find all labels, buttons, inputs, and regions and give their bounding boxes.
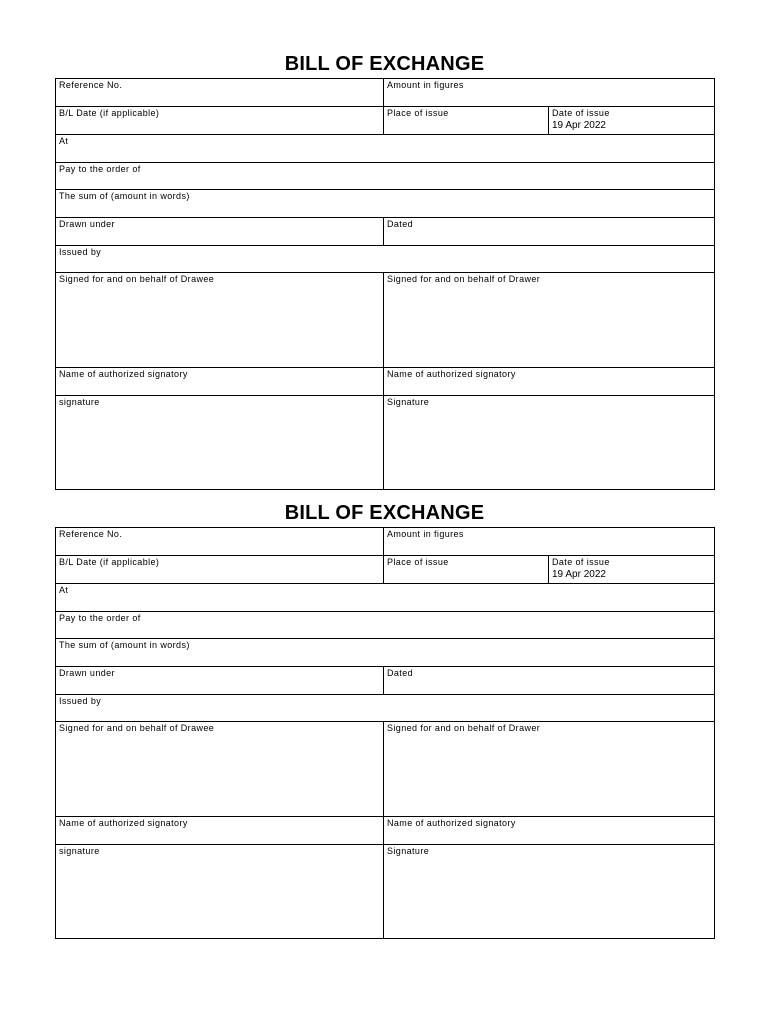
reference-label: Reference No. xyxy=(59,529,123,539)
pay-to-field[interactable] xyxy=(56,612,715,639)
drawer-signature-field[interactable] xyxy=(384,845,715,939)
date-of-issue-label: Date of issue xyxy=(552,557,610,567)
row-pay-to xyxy=(56,163,715,190)
sum-words-label: The sum of (amount in words) xyxy=(59,640,190,650)
row-authorized-name xyxy=(56,368,715,396)
drawee-signed-field[interactable] xyxy=(56,273,384,368)
amount-figures-label: Amount in figures xyxy=(387,80,464,90)
drawer-signature-field[interactable] xyxy=(384,396,715,490)
amount-figures-label: Amount in figures xyxy=(387,529,464,539)
drawer-name-field[interactable] xyxy=(384,817,715,845)
issued-by-label: Issued by xyxy=(59,696,102,706)
form-title: BILL OF EXCHANGE xyxy=(284,502,485,524)
date-of-issue-label: Date of issue xyxy=(552,108,610,118)
issued-by-label: Issued by xyxy=(59,247,102,257)
drawee-signed-label: Signed for and on behalf of Drawee xyxy=(59,274,215,284)
row-signed-behalf xyxy=(56,722,715,817)
drawer-signed-field[interactable] xyxy=(384,722,715,817)
sum-words-field[interactable] xyxy=(56,190,715,218)
form-title: BILL OF EXCHANGE xyxy=(284,53,485,75)
dated-label: Dated xyxy=(387,219,414,229)
dated-field[interactable] xyxy=(384,218,715,246)
bill-table xyxy=(55,527,715,939)
drawer-signed-label: Signed for and on behalf of Drawer xyxy=(387,274,541,284)
at-field[interactable] xyxy=(56,584,715,612)
drawee-name-field[interactable] xyxy=(56,368,384,396)
row-sum-words xyxy=(56,639,715,667)
at-label: At xyxy=(59,136,69,146)
row-signature xyxy=(56,396,715,490)
date-of-issue-value: 19 Apr 2022 xyxy=(552,569,606,580)
bill-of-exchange-form-2 xyxy=(55,501,714,939)
pay-to-field[interactable] xyxy=(56,163,715,190)
drawn-under-field[interactable] xyxy=(56,667,384,695)
issued-by-field[interactable] xyxy=(56,695,715,722)
at-label: At xyxy=(59,585,69,595)
drawer-signature-label: Signature xyxy=(387,397,430,407)
row-pay-to xyxy=(56,612,715,639)
row-drawn-under xyxy=(56,218,715,246)
sum-words-label: The sum of (amount in words) xyxy=(59,191,190,201)
row-signed-behalf xyxy=(56,273,715,368)
row-at xyxy=(56,584,715,612)
reference-field[interactable] xyxy=(56,79,384,107)
bl-date-field[interactable] xyxy=(56,107,384,135)
drawer-signed-field[interactable] xyxy=(384,273,715,368)
row-at xyxy=(56,135,715,163)
pay-to-label: Pay to the order of xyxy=(59,613,141,623)
drawn-under-label: Drawn under xyxy=(59,668,115,678)
bl-date-label: B/L Date (if applicable) xyxy=(59,557,160,567)
row-authorized-name xyxy=(56,817,715,845)
drawer-name-field[interactable] xyxy=(384,368,715,396)
bl-date-label: B/L Date (if applicable) xyxy=(59,108,160,118)
drawee-signature-label: signature xyxy=(59,397,100,407)
drawee-signed-label: Signed for and on behalf of Drawee xyxy=(59,723,215,733)
row-bl-date xyxy=(56,556,715,584)
drawee-signature-field[interactable] xyxy=(56,845,384,939)
at-field[interactable] xyxy=(56,135,715,163)
drawn-under-field[interactable] xyxy=(56,218,384,246)
drawee-signature-field[interactable] xyxy=(56,396,384,490)
reference-field[interactable] xyxy=(56,528,384,556)
dated-label: Dated xyxy=(387,668,414,678)
date-of-issue-field[interactable] xyxy=(549,556,715,584)
reference-label: Reference No. xyxy=(59,80,123,90)
drawee-name-field[interactable] xyxy=(56,817,384,845)
row-sum-words xyxy=(56,190,715,218)
row-drawn-under xyxy=(56,667,715,695)
pay-to-label: Pay to the order of xyxy=(59,164,141,174)
issued-by-field[interactable] xyxy=(56,246,715,273)
drawee-name-label: Name of authorized signatory xyxy=(59,369,188,379)
amount-figures-field[interactable] xyxy=(384,528,715,556)
amount-figures-field[interactable] xyxy=(384,79,715,107)
drawee-signature-label: signature xyxy=(59,846,100,856)
drawee-name-label: Name of authorized signatory xyxy=(59,818,188,828)
place-of-issue-field[interactable] xyxy=(384,107,549,135)
drawer-signed-label: Signed for and on behalf of Drawer xyxy=(387,723,541,733)
row-reference xyxy=(56,79,715,107)
drawer-signature-label: Signature xyxy=(387,846,430,856)
dated-field[interactable] xyxy=(384,667,715,695)
sum-words-field[interactable] xyxy=(56,639,715,667)
row-issued-by xyxy=(56,246,715,273)
bill-of-exchange-form-1 xyxy=(55,52,714,490)
place-of-issue-label: Place of issue xyxy=(387,557,449,567)
place-of-issue-field[interactable] xyxy=(384,556,549,584)
row-signature xyxy=(56,845,715,939)
drawee-signed-field[interactable] xyxy=(56,722,384,817)
row-reference xyxy=(56,528,715,556)
date-of-issue-field[interactable] xyxy=(549,107,715,135)
bill-table xyxy=(55,78,715,490)
drawn-under-label: Drawn under xyxy=(59,219,115,229)
drawer-name-label: Name of authorized signatory xyxy=(387,818,516,828)
row-bl-date xyxy=(56,107,715,135)
date-of-issue-value: 19 Apr 2022 xyxy=(552,120,606,131)
drawer-name-label: Name of authorized signatory xyxy=(387,369,516,379)
place-of-issue-label: Place of issue xyxy=(387,108,449,118)
bl-date-field[interactable] xyxy=(56,556,384,584)
row-issued-by xyxy=(56,695,715,722)
